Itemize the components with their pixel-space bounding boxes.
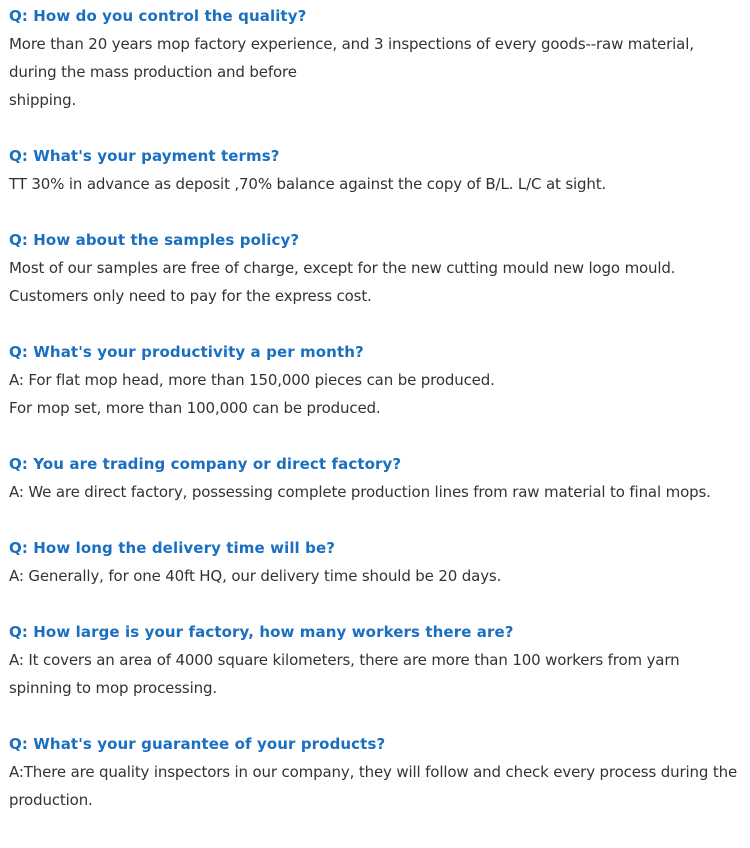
faq-answer-line: A: It covers an area of 4000 square kilometers, there are more than 100 workers from yarn — [9, 651, 680, 669]
faq-answer-line: A:There are quality inspectors in our company, they will follow and check every process during the — [9, 763, 738, 781]
faq-question: Q: You are trading company or direct factory? — [9, 455, 402, 473]
faq-question: Q: How large is your factory, how many workers there are? — [9, 623, 514, 641]
faq-question: Q: How do you control the quality? — [9, 7, 307, 25]
faq-item — [9, 226, 747, 310]
faq-question: Q: How about the samples policy? — [9, 231, 300, 249]
faq-answer-line: during the mass production and before — [9, 63, 297, 81]
faq-item — [9, 618, 747, 702]
faq-answer-line: For mop set, more than 100,000 can be produced. — [9, 399, 381, 417]
faq-answer-line: TT 30% in advance as deposit ,70% balance against the copy of B/L. L/C at sight. — [9, 175, 607, 193]
faq-list — [9, 2, 747, 842]
faq-answer-line: A: Generally, for one 40ft HQ, our delivery time should be 20 days. — [9, 567, 502, 585]
faq-answer-line: shipping. — [9, 91, 77, 109]
faq-answer-line: Customers only need to pay for the express cost. — [9, 287, 372, 305]
faq-item — [9, 2, 747, 114]
faq-answer-line: Most of our samples are free of charge, except for the new cutting mould new logo mould. — [9, 259, 676, 277]
faq-question: Q: What's your guarantee of your products? — [9, 735, 386, 753]
faq-question: Q: What's your payment terms? — [9, 147, 280, 165]
faq-item — [9, 142, 747, 198]
faq-item — [9, 450, 747, 506]
faq-answer-line: More than 20 years mop factory experience, and 3 inspections of every goods--raw material, — [9, 35, 694, 53]
faq-answer-line: A: We are direct factory, possessing complete production lines from raw material to final mops. — [9, 483, 711, 501]
faq-answer-line: production. — [9, 791, 93, 809]
faq-item — [9, 730, 747, 814]
faq-item — [9, 534, 747, 590]
faq-answer-line: spinning to mop processing. — [9, 679, 217, 697]
faq-answer-line: A: For flat mop head, more than 150,000 pieces can be produced. — [9, 371, 495, 389]
faq-question: Q: How long the delivery time will be? — [9, 539, 336, 557]
faq-item — [9, 338, 747, 422]
faq-question: Q: What's your productivity a per month? — [9, 343, 364, 361]
